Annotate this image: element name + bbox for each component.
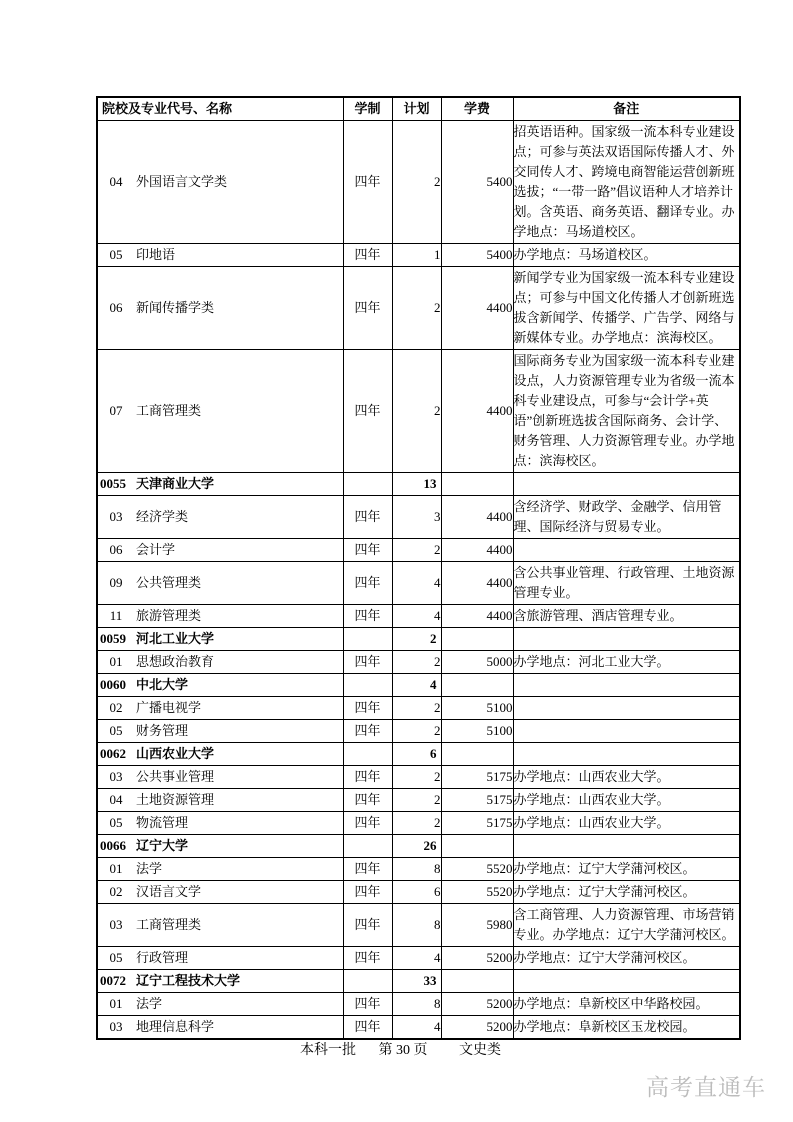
major-name: 公共事业管理 [136, 769, 215, 784]
major-row [97, 605, 740, 628]
major-row [97, 539, 740, 562]
cell-code-name [97, 539, 343, 562]
footer-category-label: 文史类 [459, 1043, 501, 1058]
code-text: 01 [109, 654, 123, 669]
cell-plan: 4 [392, 562, 441, 605]
major-row [97, 697, 740, 720]
major-name: 公共管理类 [136, 575, 202, 590]
cell-plan: 33 [392, 970, 441, 993]
code-text: 03 [109, 769, 123, 784]
school-name: 辽宁大学 [136, 838, 189, 853]
cell-plan: 26 [392, 835, 441, 858]
cell-code-name [97, 605, 343, 628]
cell-duration: 四年 [343, 267, 392, 350]
cell-note: 含公共事业管理、行政管理、土地资源管理专业。 [513, 562, 740, 605]
cell-plan: 2 [392, 766, 441, 789]
footer-page-number: 第 30 页 [378, 1043, 428, 1058]
cell-note: 招英语语种。国家级一流本科专业建设点；可参与英法双语国际传播人才、外交同传人才、跨境电商智能运营创新班选拔；“一带一路”倡议语种人才培养计划。含英语、商务英语、翻译专业。办学地点：马场道校区。 [513, 121, 740, 244]
cell-plan: 8 [392, 904, 441, 947]
cell-fee: 5520 [441, 881, 513, 904]
cell-code-name [97, 628, 343, 651]
cell-fee: 4400 [441, 267, 513, 350]
cell-fee: 4400 [441, 496, 513, 539]
cell-duration: 四年 [343, 858, 392, 881]
cell-fee [441, 970, 513, 993]
cell-fee [441, 743, 513, 766]
watermark-text: 高考直通车 [646, 1074, 766, 1100]
cell-duration [343, 473, 392, 496]
cell-fee: 4400 [441, 539, 513, 562]
school-row [97, 970, 740, 993]
code-text: 11 [109, 608, 123, 623]
major-name: 思想政治教育 [136, 654, 215, 669]
cell-fee: 5175 [441, 789, 513, 812]
cell-note: 国际商务专业为国家级一流本科专业建设点，人力资源管理专业为省级一流本科专业建设点，可参与“会计学+英语”创新班选拔含国际商务、会计学、财务管理、人力资源管理专业。办学地点：滨海校区。 [513, 350, 740, 473]
school-name: 天津商业大学 [136, 476, 215, 491]
code-text: 06 [109, 542, 123, 557]
code-text: 06 [109, 300, 123, 315]
cell-plan: 2 [392, 789, 441, 812]
header-duration: 学制 [343, 97, 392, 121]
cell-code-name [97, 881, 343, 904]
cell-fee [441, 473, 513, 496]
major-name: 外国语言文学类 [136, 174, 228, 189]
cell-duration: 四年 [343, 881, 392, 904]
major-name: 经济学类 [136, 509, 189, 524]
cell-duration: 四年 [343, 812, 392, 835]
cell-fee: 5100 [441, 720, 513, 743]
major-row [97, 350, 740, 473]
school-name: 辽宁工程技术大学 [136, 973, 241, 988]
cell-plan: 2 [392, 628, 441, 651]
cell-fee: 4400 [441, 605, 513, 628]
cell-code-name [97, 904, 343, 947]
cell-code-name [97, 766, 343, 789]
major-row [97, 993, 740, 1016]
code-text: 07 [109, 403, 123, 418]
header-college-major: 院校及专业代号、名称 [97, 97, 343, 121]
major-row [97, 720, 740, 743]
cell-note [513, 674, 740, 697]
code-text: 0066 [100, 838, 126, 853]
major-row [97, 904, 740, 947]
cell-note [513, 970, 740, 993]
major-name: 法学 [136, 996, 163, 1011]
cell-plan: 4 [392, 947, 441, 970]
major-name: 地理信息科学 [136, 1019, 215, 1034]
school-row [97, 835, 740, 858]
cell-fee: 5100 [441, 697, 513, 720]
major-row [97, 121, 740, 244]
cell-plan: 2 [392, 539, 441, 562]
cell-note: 含旅游管理、酒店管理专业。 [513, 605, 740, 628]
cell-duration: 四年 [343, 562, 392, 605]
cell-duration: 四年 [343, 121, 392, 244]
cell-code-name [97, 743, 343, 766]
cell-plan: 3 [392, 496, 441, 539]
major-name: 土地资源管理 [136, 792, 215, 807]
code-text: 04 [109, 174, 123, 189]
cell-note: 办学地点：河北工业大学。 [513, 651, 740, 674]
cell-note [513, 720, 740, 743]
cell-fee: 5175 [441, 812, 513, 835]
cell-plan: 4 [392, 605, 441, 628]
cell-duration: 四年 [343, 651, 392, 674]
code-text: 0055 [100, 476, 126, 491]
major-row [97, 881, 740, 904]
cell-plan: 8 [392, 993, 441, 1016]
cell-plan: 2 [392, 267, 441, 350]
cell-code-name [97, 697, 343, 720]
cell-note [513, 697, 740, 720]
code-text: 05 [109, 815, 123, 830]
cell-duration: 四年 [343, 539, 392, 562]
cell-duration: 四年 [343, 605, 392, 628]
admission-plan-table [96, 96, 741, 1040]
cell-code-name [97, 121, 343, 244]
cell-fee: 5520 [441, 858, 513, 881]
cell-duration: 四年 [343, 350, 392, 473]
cell-fee: 5200 [441, 993, 513, 1016]
cell-note [513, 473, 740, 496]
cell-plan: 2 [392, 720, 441, 743]
cell-note: 办学地点：山西农业大学。 [513, 766, 740, 789]
cell-fee: 5175 [441, 766, 513, 789]
major-row [97, 562, 740, 605]
cell-fee: 5200 [441, 947, 513, 970]
cell-fee: 5400 [441, 244, 513, 267]
school-row [97, 628, 740, 651]
cell-note: 办学地点：山西农业大学。 [513, 789, 740, 812]
cell-plan: 4 [392, 1016, 441, 1040]
major-name: 印地语 [136, 247, 176, 262]
cell-code-name [97, 858, 343, 881]
cell-code-name [97, 993, 343, 1016]
cell-duration: 四年 [343, 697, 392, 720]
major-row [97, 789, 740, 812]
cell-note: 办学地点：马场道校区。 [513, 244, 740, 267]
major-name: 工商管理类 [136, 403, 202, 418]
major-row [97, 267, 740, 350]
school-row [97, 743, 740, 766]
cell-note [513, 628, 740, 651]
major-row [97, 858, 740, 881]
header-note: 备注 [513, 97, 740, 121]
major-row [97, 496, 740, 539]
cell-duration: 四年 [343, 496, 392, 539]
cell-code-name [97, 562, 343, 605]
cell-fee: 5200 [441, 1016, 513, 1040]
code-text: 04 [109, 792, 123, 807]
cell-note: 办学地点：山西农业大学。 [513, 812, 740, 835]
school-row [97, 473, 740, 496]
cell-code-name [97, 947, 343, 970]
cell-code-name [97, 651, 343, 674]
major-name: 财务管理 [136, 723, 189, 738]
cell-note [513, 743, 740, 766]
cell-duration [343, 674, 392, 697]
cell-plan: 6 [392, 881, 441, 904]
cell-code-name [97, 789, 343, 812]
cell-note: 办学地点：阜新校区玉龙校园。 [513, 1016, 740, 1040]
cell-fee: 5400 [441, 121, 513, 244]
cell-code-name [97, 970, 343, 993]
major-name: 旅游管理类 [136, 608, 202, 623]
cell-code-name [97, 496, 343, 539]
cell-duration: 四年 [343, 993, 392, 1016]
cell-duration: 四年 [343, 789, 392, 812]
major-row [97, 766, 740, 789]
cell-code-name [97, 244, 343, 267]
cell-code-name [97, 267, 343, 350]
cell-fee: 4400 [441, 562, 513, 605]
page-footer [300, 1039, 501, 1059]
major-row [97, 244, 740, 267]
school-name: 中北大学 [136, 677, 189, 692]
cell-fee [441, 628, 513, 651]
code-text: 05 [109, 950, 123, 965]
school-name: 河北工业大学 [136, 631, 215, 646]
major-name: 工商管理类 [136, 917, 202, 932]
cell-duration: 四年 [343, 766, 392, 789]
code-text: 03 [109, 917, 123, 932]
header-fee: 学费 [441, 97, 513, 121]
cell-note: 含经济学、财政学、金融学、信用管理、国际经济与贸易专业。 [513, 496, 740, 539]
cell-plan: 2 [392, 121, 441, 244]
code-text: 01 [109, 996, 123, 1011]
school-name: 山西农业大学 [136, 746, 215, 761]
cell-fee: 4400 [441, 350, 513, 473]
code-text: 0072 [100, 973, 126, 988]
cell-code-name [97, 812, 343, 835]
major-name: 行政管理 [136, 950, 189, 965]
cell-plan: 8 [392, 858, 441, 881]
cell-code-name [97, 674, 343, 697]
cell-fee: 5980 [441, 904, 513, 947]
cell-duration: 四年 [343, 947, 392, 970]
cell-duration: 四年 [343, 244, 392, 267]
major-row [97, 812, 740, 835]
code-text: 01 [109, 861, 123, 876]
cell-fee: 5000 [441, 651, 513, 674]
code-text: 09 [109, 575, 123, 590]
code-text: 05 [109, 247, 123, 262]
cell-note: 办学地点：阜新校区中华路校园。 [513, 993, 740, 1016]
code-text: 0059 [100, 631, 126, 646]
major-name: 物流管理 [136, 815, 189, 830]
cell-plan: 2 [392, 350, 441, 473]
major-row [97, 947, 740, 970]
cell-duration: 四年 [343, 1016, 392, 1040]
cell-duration: 四年 [343, 720, 392, 743]
school-row [97, 674, 740, 697]
code-text: 05 [109, 723, 123, 738]
cell-duration [343, 628, 392, 651]
cell-plan: 4 [392, 674, 441, 697]
major-row [97, 651, 740, 674]
cell-fee [441, 674, 513, 697]
cell-plan: 2 [392, 697, 441, 720]
cell-code-name [97, 1016, 343, 1040]
code-text: 0062 [100, 746, 126, 761]
cell-note: 办学地点：辽宁大学蒲河校区。 [513, 947, 740, 970]
cell-duration [343, 743, 392, 766]
cell-fee [441, 835, 513, 858]
major-name: 新闻传播学类 [136, 300, 215, 315]
major-name: 法学 [136, 861, 163, 876]
major-row [97, 1016, 740, 1040]
table-header-row [97, 97, 740, 121]
cell-note: 含工商管理、人力资源管理、市场营销专业。办学地点：辽宁大学蒲河校区。 [513, 904, 740, 947]
cell-note: 办学地点：辽宁大学蒲河校区。 [513, 858, 740, 881]
cell-note: 新闻学专业为国家级一流本科专业建设点；可参与中国文化传播人才创新班选拔含新闻学、传播学、广告学、网络与新媒体专业。办学地点：滨海校区。 [513, 267, 740, 350]
cell-plan: 1 [392, 244, 441, 267]
cell-code-name [97, 720, 343, 743]
cell-note [513, 539, 740, 562]
code-text: 0060 [100, 677, 126, 692]
major-name: 会计学 [136, 542, 176, 557]
cell-duration: 四年 [343, 904, 392, 947]
code-text: 03 [109, 509, 123, 524]
cell-code-name [97, 835, 343, 858]
cell-duration [343, 835, 392, 858]
major-name: 广播电视学 [136, 700, 202, 715]
code-text: 02 [109, 700, 123, 715]
cell-code-name [97, 350, 343, 473]
header-plan: 计划 [392, 97, 441, 121]
cell-plan: 6 [392, 743, 441, 766]
code-text: 03 [109, 1019, 123, 1034]
footer-batch-label: 本科一批 [300, 1043, 356, 1058]
cell-code-name [97, 473, 343, 496]
code-text: 02 [109, 884, 123, 899]
cell-plan: 2 [392, 812, 441, 835]
cell-plan: 2 [392, 651, 441, 674]
cell-note [513, 835, 740, 858]
cell-note: 办学地点：辽宁大学蒲河校区。 [513, 881, 740, 904]
major-name: 汉语言文学 [136, 884, 202, 899]
cell-plan: 13 [392, 473, 441, 496]
cell-duration [343, 970, 392, 993]
